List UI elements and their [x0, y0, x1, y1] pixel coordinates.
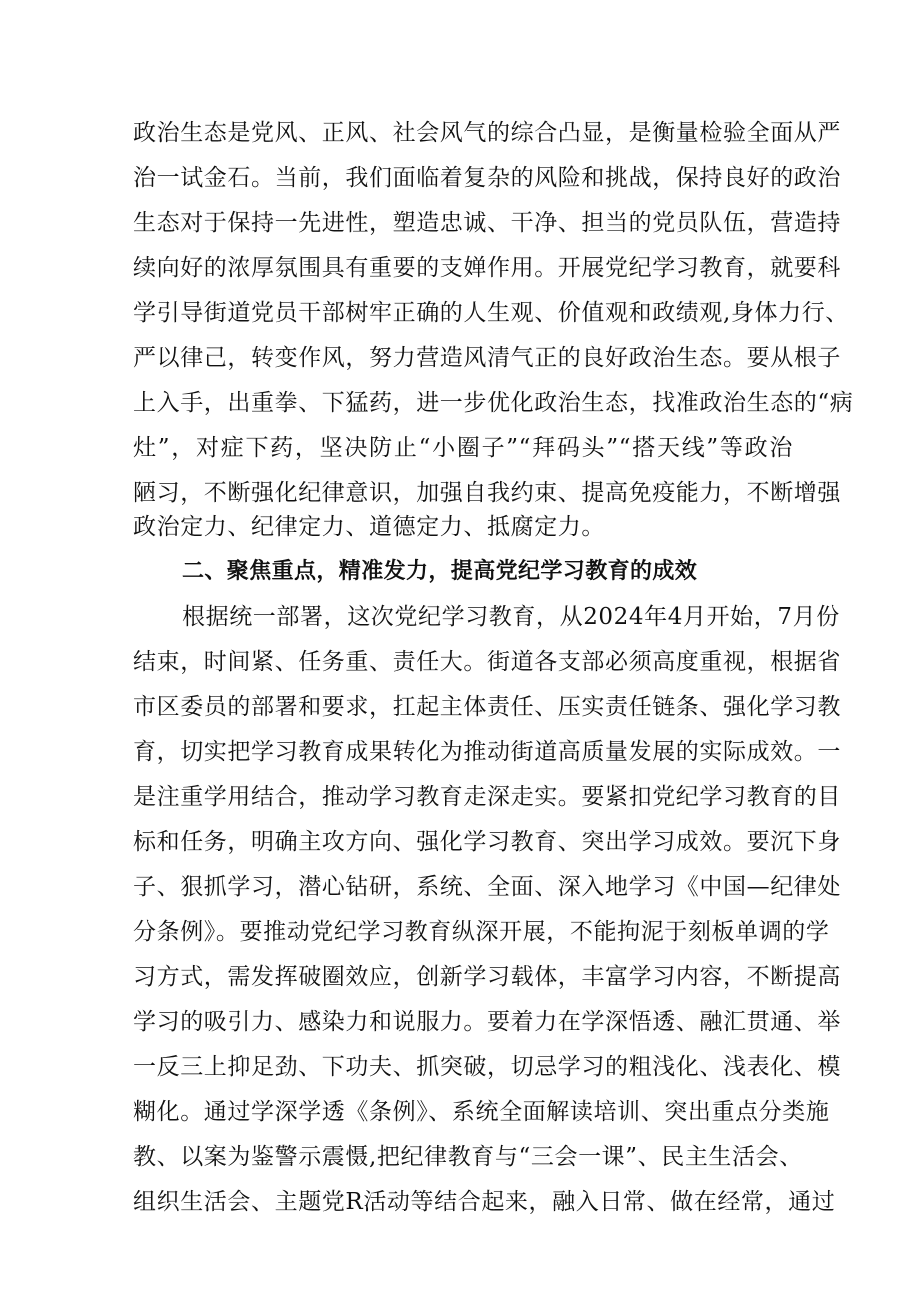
paragraph-1-line: 续向好的浓厚氛围具有重要的支婵作用。开展党纪学习教育，就要科 [133, 255, 841, 281]
paragraph-2-line: 组织生活会、主题党R活动等结合起来，融入日常、做在经常，通过 [133, 1189, 836, 1215]
section-heading: 二、聚焦重点，精准发力，提高党纪学习教育的成效 [182, 559, 698, 584]
paragraph-2-line: 是注重学用结合，推动学习教育走深走实。要紧扣党纪学习教育的目 [133, 784, 841, 810]
paragraph-1-line: 政治生态是党风、正风、社会风气的综合凸显，是衡量检验全面从严 [133, 120, 841, 146]
paragraph-2-line: 市区委员的部署和要求，扛起主体责任、压实责任链条、强化学习教 [133, 694, 841, 720]
paragraph-2-line: 子、狠抓学习，潜心钻研，系统、全面、深入地学习《中国—纪律处 [133, 874, 841, 900]
paragraph-1-line: 上入手，出重拳、下猛药，进一步优化政治生态，找准政治生态的“病 [133, 390, 854, 416]
paragraph-2-line: 结束，时间紧、任务重、责任大。街道各支部必须高度重视，根据省 [133, 649, 841, 675]
paragraph-2-line: 教、以案为鉴警示震慑,把纪律教育与“三会一课”、民主生活会、 [133, 1144, 803, 1170]
paragraph-1-line: 灶”，对症下药，坚决防止“小圈子”“拜码头”“搭天线”等政治 [133, 435, 793, 461]
paragraph-2-line: 标和任务，明确主攻方向、强化学习教育、突出学习成效。要沉下身 [133, 829, 841, 855]
paragraph-1-line: 严以律己，转变作风，努力营造风清气正的良好政治生态。要从根子 [133, 345, 841, 371]
paragraph-2-line: 习方式，需发挥破圈效应，创新学习载体，丰富学习内容，不断提高 [133, 964, 841, 990]
paragraph-2-line: 学习的吸引力、感染力和说服力。要着力在学深悟透、融汇贯通、举 [133, 1009, 841, 1035]
paragraph-1-line: 陋习，不断强化纪律意识，加强自我约束、提高免疫能力，不断增强 [133, 480, 841, 506]
paragraph-1-line: 生态对于保持一先进性，塑造忠诚、干净、担当的党员队伍，营造持 [133, 210, 841, 236]
paragraph-2-line: 一反三上抑足劲、下功夫、抓突破，切忌学习的粗浅化、浅表化、模 [133, 1054, 841, 1080]
paragraph-2-line: 糊化。通过学深学透《条例》、系统全面解读培训、突出重点分类施 [133, 1099, 830, 1125]
paragraph-2-line: 育，切实把学习教育成果转化为推动街道高质量发展的实际成效。一 [133, 739, 841, 765]
paragraph-2-line: 分条例》。要推动党纪学习教育纵深开展，不能拘泥于刻板单调的学 [133, 919, 830, 945]
paragraph-2-line: 根据统一部署，这次党纪学习教育，从2024年4月开始，7月份 [182, 604, 840, 630]
paragraph-1-line: 学引导街道党员干部树牢正确的人生观、价值观和政绩观,身体力行、 [133, 300, 849, 326]
paragraph-1-line: 政治定力、纪律定力、道德定力、抵腐定力。 [133, 514, 605, 540]
paragraph-1-line: 治一试金石。当前，我们面临着复杂的风险和挑战，保持良好的政治 [133, 165, 841, 191]
